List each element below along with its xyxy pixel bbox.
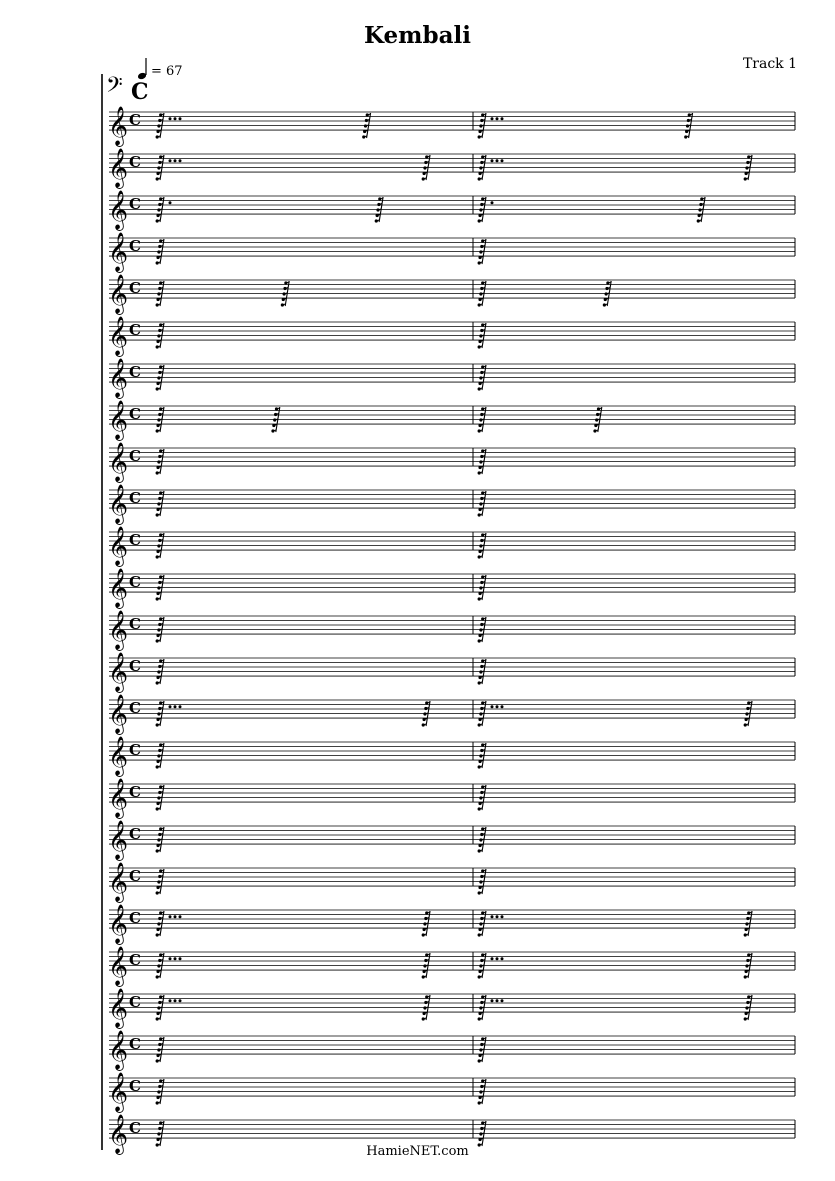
time-signature: C bbox=[129, 909, 141, 928]
tempo-marking: = 67 bbox=[151, 64, 183, 79]
treble-clef: 𝄞 bbox=[108, 358, 129, 399]
time-signature: C bbox=[129, 741, 141, 760]
staff bbox=[108, 190, 795, 231]
time-signature: C bbox=[129, 195, 141, 214]
staff bbox=[108, 484, 795, 525]
staff bbox=[108, 568, 795, 609]
rest-dot bbox=[169, 705, 172, 708]
treble-clef: 𝄞 bbox=[108, 694, 129, 735]
staff bbox=[108, 316, 795, 357]
rest-dot bbox=[491, 159, 494, 162]
rest-dot bbox=[501, 705, 504, 708]
time-signature: C bbox=[129, 573, 141, 592]
staff bbox=[108, 988, 795, 1029]
time-signature: C bbox=[129, 447, 141, 466]
time-signature: C bbox=[129, 993, 141, 1012]
treble-clef: 𝄞 bbox=[108, 736, 129, 777]
treble-clef: 𝄞 bbox=[108, 316, 129, 357]
time-signature: C bbox=[129, 615, 141, 634]
rest-dot bbox=[179, 705, 182, 708]
staff bbox=[108, 1072, 795, 1113]
time-signature: C bbox=[129, 1119, 141, 1138]
rest-dot bbox=[491, 999, 494, 1002]
rest-dot bbox=[179, 117, 182, 120]
staff bbox=[108, 1030, 795, 1071]
rest-dot bbox=[174, 957, 177, 960]
rest-dot bbox=[179, 159, 182, 162]
time-signature: C bbox=[129, 825, 141, 844]
rest-dot bbox=[501, 117, 504, 120]
time-signature: C bbox=[129, 657, 141, 676]
rest-dot bbox=[169, 915, 172, 918]
staff bbox=[108, 232, 795, 273]
rest-dot bbox=[179, 999, 182, 1002]
rest-dot bbox=[491, 915, 494, 918]
rest-dot bbox=[491, 705, 494, 708]
rest-dot bbox=[491, 201, 494, 204]
staff bbox=[108, 358, 795, 399]
time-signature: C bbox=[129, 279, 141, 298]
treble-clef: 𝄞 bbox=[108, 442, 129, 483]
rest-dot bbox=[491, 957, 494, 960]
time-signature: C bbox=[129, 1077, 141, 1096]
time-signature: C bbox=[129, 321, 141, 340]
time-signature: C bbox=[129, 1035, 141, 1054]
staff bbox=[108, 442, 795, 483]
treble-clef: 𝄞 bbox=[108, 400, 129, 441]
rest-dot bbox=[174, 999, 177, 1002]
rest-dot bbox=[174, 915, 177, 918]
treble-clef: 𝄞 bbox=[108, 484, 129, 525]
rest-dot bbox=[501, 159, 504, 162]
rest-dot bbox=[496, 705, 499, 708]
treble-clef: 𝄞 bbox=[108, 190, 129, 231]
staff bbox=[108, 274, 795, 315]
rest-dot bbox=[501, 999, 504, 1002]
bass-clef: 𝄢 bbox=[106, 73, 123, 103]
rest-dot bbox=[169, 159, 172, 162]
rest-dot bbox=[496, 957, 499, 960]
rest-dot bbox=[174, 159, 177, 162]
time-signature: C bbox=[129, 405, 141, 424]
staff bbox=[108, 400, 795, 441]
time-signature: C bbox=[129, 153, 141, 172]
rest-dot bbox=[169, 201, 172, 204]
time-signature: C bbox=[129, 363, 141, 382]
treble-clef: 𝄞 bbox=[108, 820, 129, 861]
staff bbox=[108, 904, 795, 945]
track-label: Track 1 bbox=[742, 56, 797, 72]
treble-clef: 𝄞 bbox=[108, 988, 129, 1029]
staff bbox=[108, 148, 795, 189]
staff bbox=[108, 862, 795, 903]
staff bbox=[108, 778, 795, 819]
rest-dot bbox=[501, 957, 504, 960]
rest-dot bbox=[174, 705, 177, 708]
treble-clef: 𝄞 bbox=[108, 232, 129, 273]
rest-dot bbox=[169, 957, 172, 960]
rest-dot bbox=[179, 915, 182, 918]
treble-clef: 𝄞 bbox=[108, 274, 129, 315]
treble-clef: 𝄞 bbox=[108, 1072, 129, 1113]
treble-clef: 𝄞 bbox=[108, 106, 129, 147]
staff bbox=[108, 526, 795, 567]
treble-clef: 𝄞 bbox=[108, 610, 129, 651]
treble-clef: 𝄞 bbox=[108, 148, 129, 189]
time-signature: C bbox=[129, 867, 141, 886]
treble-clef: 𝄞 bbox=[108, 526, 129, 567]
staff-systems bbox=[108, 106, 795, 1155]
score-title: Kembali bbox=[364, 22, 471, 49]
rest-dot bbox=[496, 999, 499, 1002]
bass-time-signature: C bbox=[131, 79, 149, 105]
time-signature: C bbox=[129, 237, 141, 256]
rest-dot bbox=[174, 117, 177, 120]
treble-clef: 𝄞 bbox=[108, 778, 129, 819]
time-signature: C bbox=[129, 531, 141, 550]
treble-clef: 𝄞 bbox=[108, 946, 129, 987]
staff bbox=[108, 610, 795, 651]
time-signature: C bbox=[129, 783, 141, 802]
staff bbox=[108, 820, 795, 861]
rest-dot bbox=[169, 117, 172, 120]
treble-clef: 𝄞 bbox=[108, 652, 129, 693]
time-signature: C bbox=[129, 951, 141, 970]
time-signature: C bbox=[129, 111, 141, 130]
rest-dot bbox=[496, 915, 499, 918]
treble-clef: 𝄞 bbox=[108, 904, 129, 945]
treble-clef: 𝄞 bbox=[108, 862, 129, 903]
staff bbox=[108, 946, 795, 987]
staff bbox=[108, 652, 795, 693]
treble-clef: 𝄞 bbox=[108, 1114, 129, 1155]
rest-dot bbox=[491, 117, 494, 120]
treble-clef: 𝄞 bbox=[108, 1030, 129, 1071]
rest-dot bbox=[179, 957, 182, 960]
staff bbox=[108, 106, 795, 147]
rest-dot bbox=[169, 999, 172, 1002]
rest-dot bbox=[496, 117, 499, 120]
time-signature: C bbox=[129, 489, 141, 508]
rest-dot bbox=[501, 915, 504, 918]
staff bbox=[108, 736, 795, 777]
footer-credit: HamieNET.com bbox=[366, 1144, 469, 1159]
time-signature: C bbox=[129, 699, 141, 718]
staff bbox=[108, 694, 795, 735]
treble-clef: 𝄞 bbox=[108, 568, 129, 609]
rest-dot bbox=[496, 159, 499, 162]
